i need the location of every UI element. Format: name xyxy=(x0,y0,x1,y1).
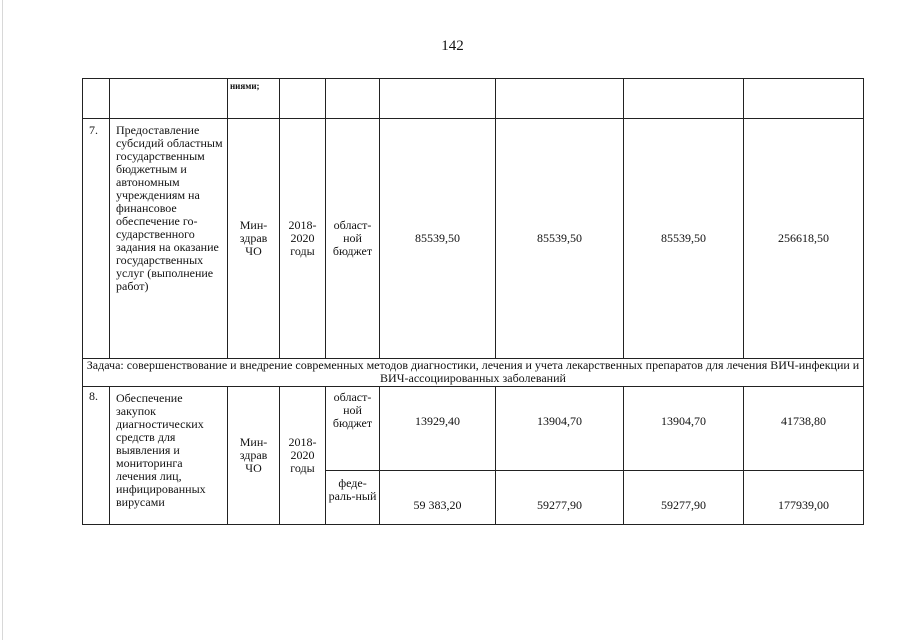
executor: Мин-здрав ЧО xyxy=(228,387,280,525)
page-number: 142 xyxy=(441,38,464,54)
value-2019: 59277,90 xyxy=(496,471,624,525)
table-cell xyxy=(110,79,228,119)
value-2020: 85539,50 xyxy=(624,119,744,359)
table-cell xyxy=(83,79,110,119)
funding-source: област-ной бюджет xyxy=(326,119,380,359)
table-row xyxy=(83,387,864,471)
value-2020: 13904,70 xyxy=(624,387,744,471)
scan-edge-line xyxy=(2,0,3,640)
program-table xyxy=(82,78,864,525)
period: 2018-2020 годы xyxy=(280,119,326,359)
value-2020: 59277,90 xyxy=(624,471,744,525)
measure-name: Предоставление субсидий областным государственным бюджетным и автономным учреждениям на финансовое обеспечение го-сударственного задания на оказание государственных услуг (выполнение работ) xyxy=(110,119,228,359)
funding-source: област-ной бюджет xyxy=(326,387,380,471)
text-fragment: ниями; xyxy=(230,81,260,91)
value-total: 177939,00 xyxy=(744,471,864,525)
table-cell xyxy=(624,79,744,119)
value-2019: 13904,70 xyxy=(496,387,624,471)
measure-name: Обеспечение закупок диагностических средств для выявления и мониторинга лечения лиц, инфицированных вирусами xyxy=(110,387,228,525)
row-number: 8. xyxy=(83,387,110,525)
table-cell xyxy=(228,79,280,119)
table-cell xyxy=(326,79,380,119)
value-2019: 85539,50 xyxy=(496,119,624,359)
value-2018: 85539,50 xyxy=(380,119,496,359)
task-text: Задача: совершенствование и внедрение современных методов диагностики, лечения и учета лекарственных препаратов для лечения ВИЧ-инфекции и ВИЧ-ассоциированных заболеваний xyxy=(83,359,864,387)
funding-source: феде-раль-ный xyxy=(326,471,380,525)
value-2018: 59 383,20 xyxy=(380,471,496,525)
row-number: 7. xyxy=(83,119,110,359)
value-2018: 13929,40 xyxy=(380,387,496,471)
value-total: 41738,80 xyxy=(744,387,864,471)
table-cell xyxy=(380,79,496,119)
executor: Мин-здрав ЧО xyxy=(228,119,280,359)
task-row xyxy=(83,359,864,387)
table-cell xyxy=(744,79,864,119)
table-cell xyxy=(496,79,624,119)
continuation-row xyxy=(83,79,864,119)
period: 2018-2020 годы xyxy=(280,387,326,525)
table-cell xyxy=(280,79,326,119)
value-total: 256618,50 xyxy=(744,119,864,359)
table-row xyxy=(83,119,864,359)
